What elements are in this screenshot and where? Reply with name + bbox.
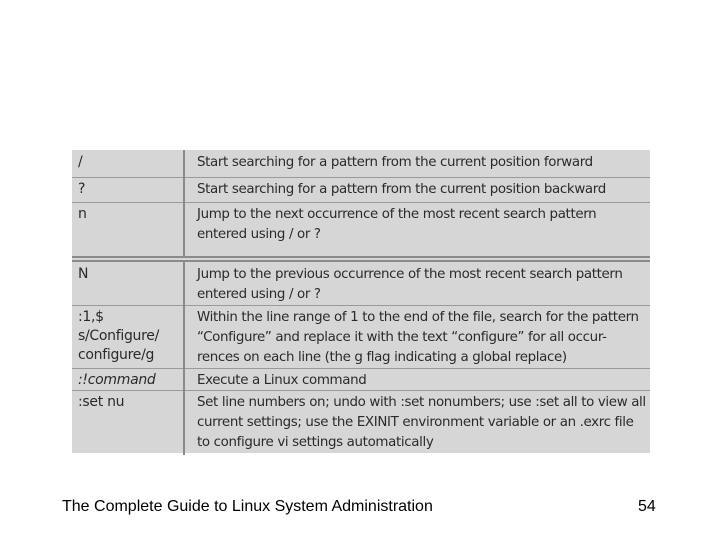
description-cell: Set line numbers on; undo with :set nonumbers; use :set all to view all current settings; use the EXINIT environment variable or an .exrc file to configure vi settings automatically bbox=[197, 395, 646, 450]
command-cell: :1,$ s/Configure/ configure/g bbox=[72, 305, 185, 368]
command-cell: ? bbox=[72, 177, 185, 202]
description-cell: Start searching for a pattern from the current position backward bbox=[197, 182, 606, 197]
description-cell: Jump to the previous occurrence of the most recent search pattern entered using / or ? bbox=[197, 267, 623, 302]
description-cell: Jump to the next occurrence of the most recent search pattern entered using / or ? bbox=[197, 207, 597, 242]
table-row bbox=[72, 305, 650, 369]
page-number: 54 bbox=[638, 498, 656, 515]
command-cell: :set nu bbox=[72, 390, 185, 455]
table-row bbox=[72, 202, 650, 256]
command-cell: :!command bbox=[72, 368, 185, 390]
command-cell: N bbox=[72, 262, 185, 305]
table-row bbox=[72, 177, 650, 203]
description-cell: Start searching for a pattern from the current position forward bbox=[197, 155, 593, 170]
vi-search-commands-table bbox=[72, 150, 650, 453]
table-row bbox=[72, 390, 650, 455]
description-cell: Execute a Linux command bbox=[197, 373, 367, 388]
command-cell: / bbox=[72, 150, 185, 177]
footer-book-title: The Complete Guide to Linux System Administration bbox=[62, 498, 433, 515]
table-row bbox=[72, 150, 650, 178]
table-block-top bbox=[72, 150, 650, 258]
command-cell: n bbox=[72, 202, 185, 256]
table-block-bottom bbox=[72, 260, 650, 455]
table-row bbox=[72, 368, 650, 391]
description-cell: Within the line range of 1 to the end of the file, search for the pattern “Configure” and replace it with the text “configure” for all occur- rences on each line (the g flag indicating a global replace) bbox=[197, 310, 639, 365]
table-row bbox=[72, 262, 650, 306]
